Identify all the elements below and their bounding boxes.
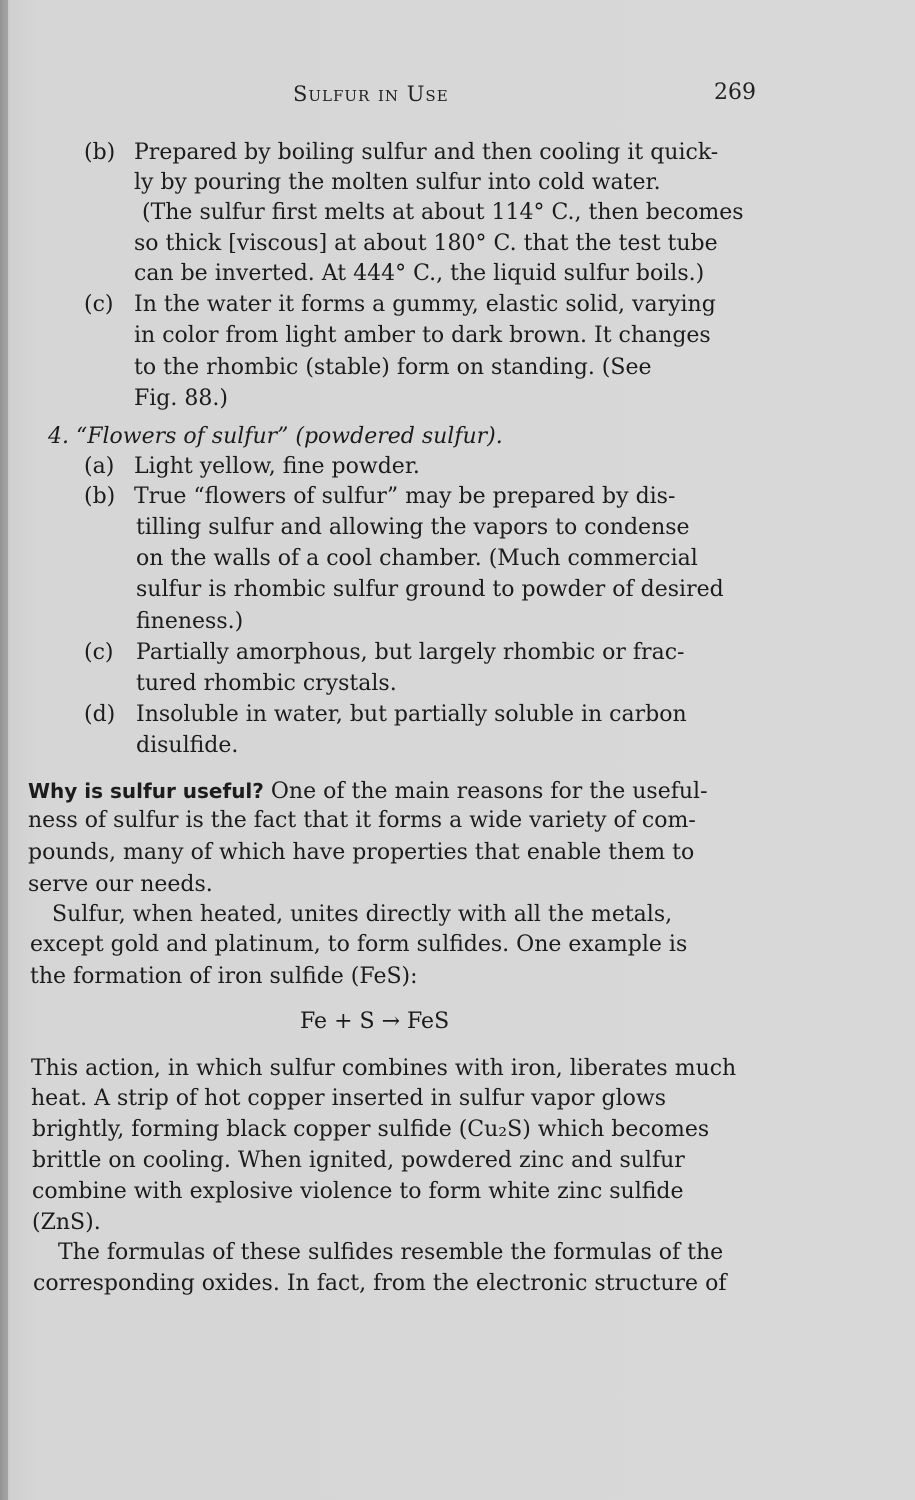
text-line: the formation of iron sulfide (FeS): (30, 964, 418, 989)
list-label-c: (c) (84, 292, 114, 317)
list-label-c: (c) (84, 640, 114, 665)
text-line: Prepared by boiling sulfur and then cooling it quick- (134, 140, 719, 165)
text-line: tured rhombic crystals. (136, 671, 397, 696)
text-line: (ZnS). (32, 1210, 101, 1235)
text-line: sulfur is rhombic sulfur ground to powder of desired (136, 577, 724, 602)
page-number: 269 (714, 80, 756, 105)
text-line: Partially amorphous, but largely rhombic or frac- (136, 640, 685, 665)
text-line: ly by pouring the molten sulfur into cold water. (134, 170, 661, 195)
chemical-equation: Fe + S → FeS (300, 1009, 450, 1034)
text-line: Light yellow, fine powder. (134, 454, 420, 479)
text-line: (The sulfur first melts at about 114° C., then becomes (142, 200, 744, 225)
text-line: except gold and platinum, to form sulfides. One example is (30, 932, 688, 957)
text-line: Fig. 88.) (134, 386, 228, 411)
page-spine-shadow (0, 0, 8, 1500)
text-line: corresponding oxides. In fact, from the electronic structure of (33, 1271, 727, 1296)
paragraph-first-line (28, 776, 708, 806)
text-line: disulfide. (136, 733, 239, 758)
text-line: on the walls of a cool chamber. (Much commercial (136, 546, 698, 571)
list-label-b: (b) (84, 484, 116, 509)
run-in-heading: Why is sulfur useful? (28, 779, 264, 803)
text-line: Sulfur, when heated, unites directly with all the metals, (52, 902, 673, 927)
text-line: heat. A strip of hot copper inserted in sulfur vapor glows (31, 1086, 667, 1111)
list-label-b: (b) (84, 140, 116, 165)
section-heading: 4. “Flowers of sulfur” (powdered sulfur). (48, 424, 503, 449)
text-line: so thick [viscous] at about 180° C. that the test tube (134, 231, 718, 256)
text-line: The formulas of these sulfides resemble the formulas of the (58, 1240, 724, 1265)
text-line: to the rhombic (stable) form on standing. (See (134, 355, 652, 380)
text-line: tilling sulfur and allowing the vapors to condense (136, 515, 690, 540)
text-line: This action, in which sulfur combines with iron, liberates much (31, 1056, 737, 1081)
paragraph-text: One of the main reasons for the useful- (263, 779, 708, 804)
list-label-a: (a) (84, 454, 115, 479)
text-line: brittle on cooling. When ignited, powdered zinc and sulfur (32, 1148, 685, 1173)
text-line: serve our needs. (28, 872, 213, 897)
running-head: Sulfur in Use (293, 82, 449, 106)
text-line: in color from light amber to dark brown. It changes (134, 323, 711, 348)
list-label-d: (d) (84, 702, 116, 727)
text-line: fineness.) (136, 609, 244, 634)
page-header (0, 82, 915, 112)
text-line: Insoluble in water, but partially soluble in carbon (136, 702, 687, 727)
text-line: can be inverted. At 444° C., the liquid sulfur boils.) (134, 261, 705, 286)
text-line: combine with explosive violence to form white zinc sulfide (32, 1179, 684, 1204)
text-line: ness of sulfur is the fact that it forms a wide variety of com- (28, 808, 696, 833)
text-line: In the water it forms a gummy, elastic solid, varying (134, 292, 716, 317)
text-line: brightly, forming black copper sulfide (Cu₂S) which becomes (32, 1117, 710, 1142)
text-line: True “flowers of sulfur” may be prepared by dis- (134, 484, 676, 509)
text-line: pounds, many of which have properties that enable them to (28, 840, 695, 865)
